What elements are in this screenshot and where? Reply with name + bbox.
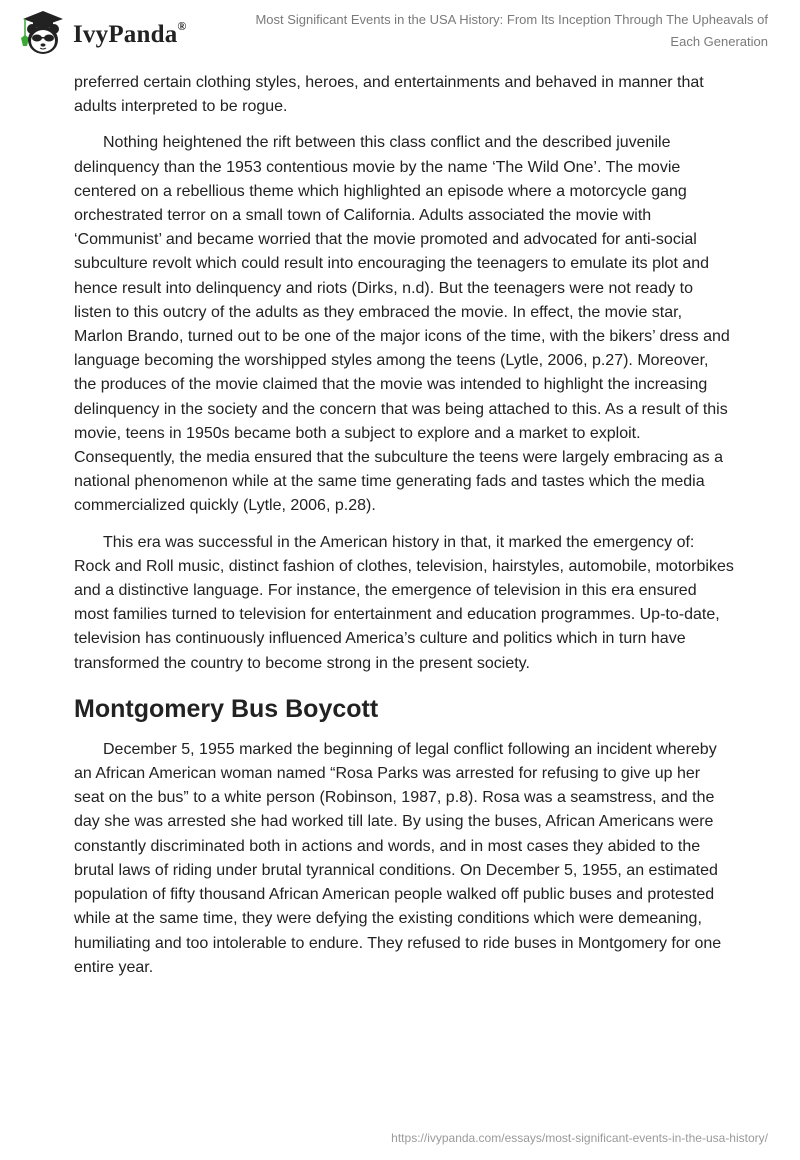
brand-name: IvyPanda® [73,19,187,48]
page-header [0,0,800,60]
paragraph-wild-one: Nothing heightened the rift between this class conflict and the described juvenile delinquency than the 1953 contentious movie by the name ‘The Wild One’. The movie centered on a rebellious theme which highlighted an episode where a motorcycle gang orchestrated terror on a small town of California. Adults associated the movie with ‘Communist’ and became worried that the movie promoted and advocated for anti-social subculture revolt which could result into encouraging the teenagers to emulate its plot and hence result into delinquency and riots (Dirks, n.d). But the teenagers were not ready to listen to this outcry of the adults as they embraced the movie. In effect, the movie star, Marlon Brando, turned out to be one of the major icons of the time, with the bikers’ dress and language becoming the worshipped styles among the teens (Lytle, 2006, p.27). Moreover, the produces of the movie claimed that the movie was intended to highlight the increasing delinquency in the society and the concern that was being attached to this. As a result of this movie, teens in 1950s became both a subject to explore and a market to exploit. Consequently, the media ensured that the subculture the teens were largely embracing as a national phenomenon while at the same time generating fads and tastes which the media commercialized quickly (Lytle, 2006, p.28). [74,134,730,515]
ivypanda-logo[interactable] [17,8,187,56]
paragraph-montgomery: December 5, 1955 marked the beginning of legal conflict following an incident whereby an African American woman named “Rosa Parks was arrested for refusing to give up her seat on the bus” to a white person (Robinson, 1987, p.8). Rosa was a seamstress, and the day she was arrested she had worked till late. By using the buses, African Americans were constantly discriminated both in actions and words, and in most cases they abided to the brutal laws of riding under brutal tyrannical conditions. On December 5, 1955, an estimated population of fifty thousand African American people walked off public buses and protested while at the same time, they were defying the existing conditions which were demeaning, humiliating and too intolerable to endure. They refused to ride buses in Montgomery for one entire year. [74,740,722,976]
document-title: Most Significant Events in the USA History: From Its Inception Through The Upheavals of Each Generation [255,12,768,49]
panda-graduate-logo-icon [17,8,69,56]
paragraph-era-success: This era was successful in the American history in that, it marked the emergency of: Rock and Roll music, distinct fashion of clothes, television, hairstyles, automobile, motorbikes and a distinctive language. For instance, the emergence of television in this era ensured most families turned to television for entertainment and education programmes. Up-to-date, television has continuously influenced America’s culture and politics which in turn have transformed the country to become strong in the present society. [74,533,734,672]
source-url[interactable]: https://ivypanda.com/essays/most-significant-events-in-the-usa-history/ [391,1131,768,1145]
paragraph-continued: preferred certain clothing styles, heroes, and entertainments and behaved in manner that adults interpreted to be rogue. [74,74,704,116]
essay-content [74,71,734,992]
section-heading: Montgomery Bus Boycott [74,694,379,723]
